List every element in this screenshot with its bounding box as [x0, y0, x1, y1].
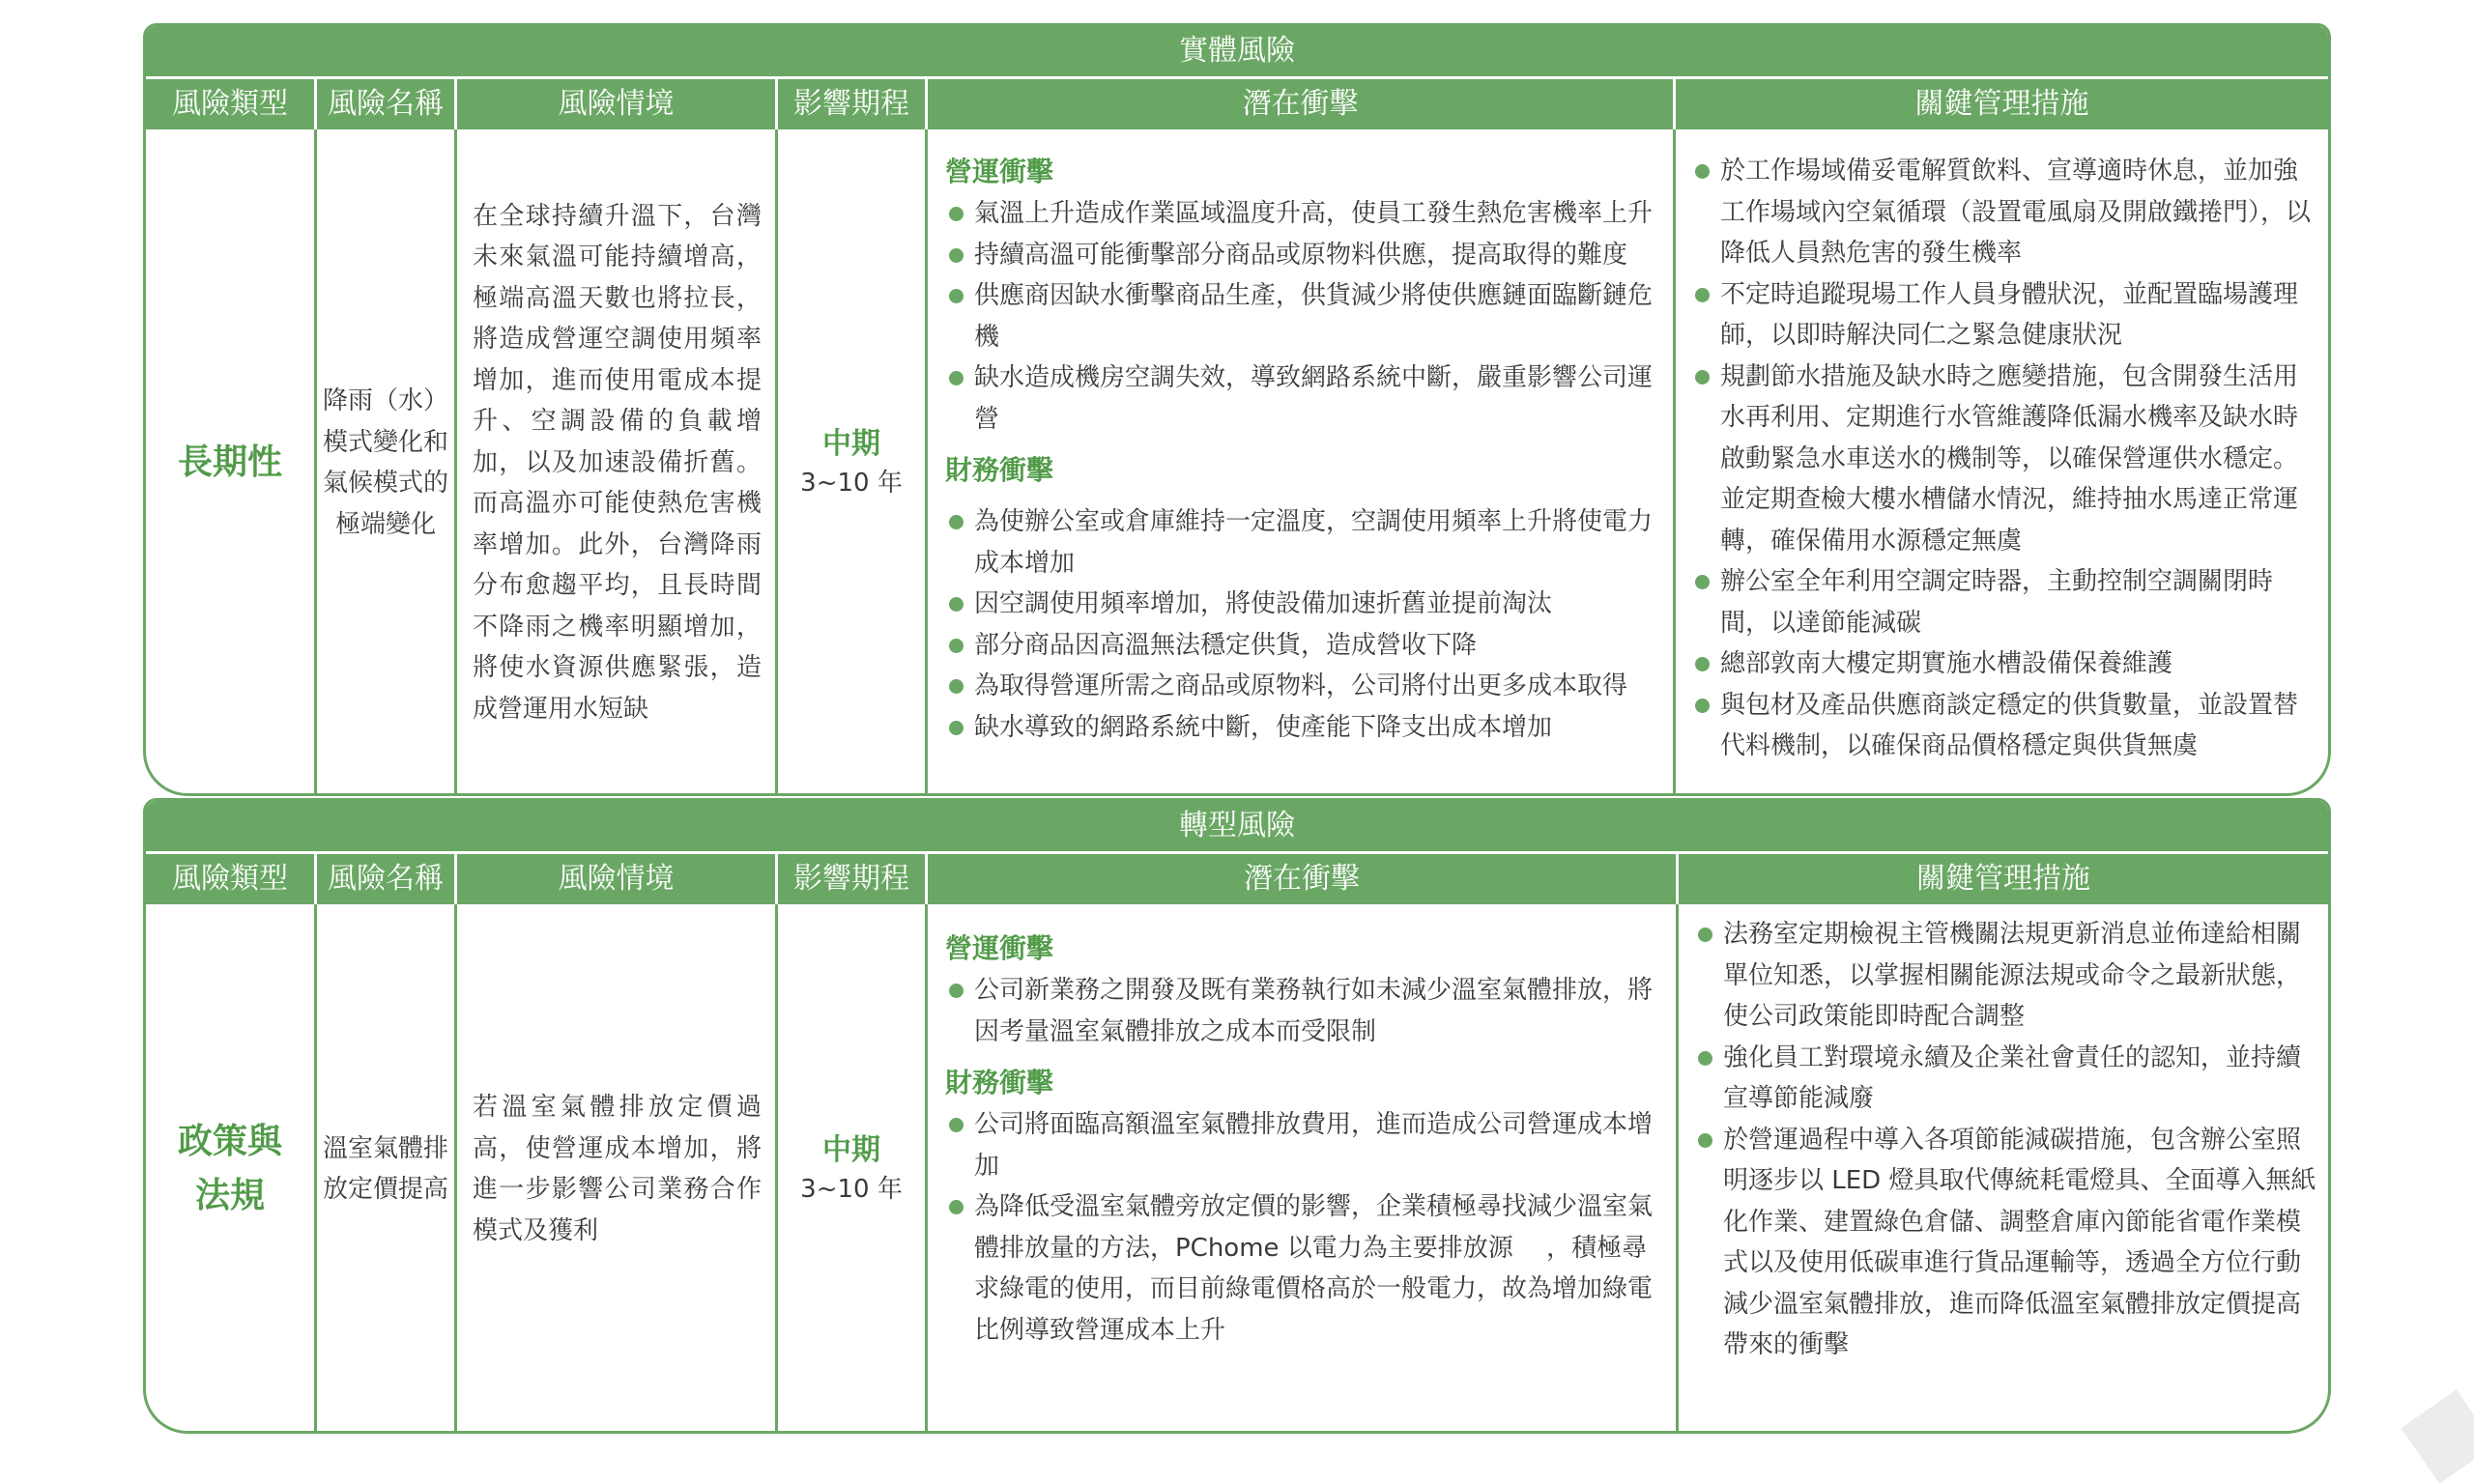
header-impact-period: 影響期程: [778, 854, 928, 904]
header-key-measures: 關鍵管理措施: [1916, 862, 2090, 896]
transition-body-row: [146, 904, 2328, 1434]
transition-risk-scenario: 若溫室氣體排放定價過高，使營運成本增加，將進一步影響公司業務合作模式及獲利: [457, 904, 778, 1434]
list-item: 部分商品因高溫無法穩定供貨，造成營收下降: [945, 625, 1659, 667]
list-item: 不定時追蹤現場工作人員身體狀況，並配置臨場護理師，以即時解決同仁之緊急健康狀況: [1691, 274, 2316, 357]
physical-measures-list: [1691, 151, 2316, 767]
list-item: 為降低受溫室氣體旁放定價的影響，企業積極尋找減少溫室氣體排放量的方法，PChome 以電力為主要排放源 ，積極尋求綠電的使用，而目前綠電價格高於一般電力，故為增加綠電比例導致營運成本上升: [945, 1186, 1662, 1351]
physical-period-range: 3~10 年: [800, 469, 903, 498]
header-risk-name: 風險名稱: [317, 79, 457, 129]
physical-financial-impact-title: 財務衝擊: [945, 454, 1054, 486]
list-item: 公司將面臨高額溫室氣體排放費用，進而造成公司營運成本增加: [945, 1104, 1662, 1186]
physical-period-label: 中期: [822, 427, 880, 461]
transition-key-measures: [1679, 904, 2328, 1434]
list-item: 持續高溫可能衝擊部分商品或原物料供應，提高取得的難度: [945, 235, 1659, 276]
header-key-measures: 關鍵管理措施: [1914, 87, 2089, 121]
transition-risk-type-line2: 法規: [194, 1176, 265, 1215]
header-risk-scenario: 風險情境: [457, 79, 778, 129]
transition-risk-type-line1: 政策與: [177, 1122, 282, 1161]
list-item: 氣溫上升造成作業區域溫度升高，使員工發生熱危害機率上升: [945, 193, 1659, 235]
list-item: 規劃節水措施及缺水時之應變措施，包含開發生活用水再利用、定期進行水管維護降低漏水機率及缺水時啟動緊急水車送水的機制等，以確保營運供水穩定。並定期查檢大樓水槽儲水情況，維持抽水馬達正常運轉，確保備用水源穩定無虞: [1691, 357, 2316, 562]
transition-risk-table: [143, 798, 2331, 1434]
list-item: 因空調使用頻率增加，將使設備加速折舊並提前淘汰: [945, 584, 1659, 625]
physical-key-measures: [1676, 129, 2328, 796]
list-item: 於營運過程中導入各項節能減碳措施，包含辦公室照明逐步以 LED 燈具取代傳統耗電燈具、全面導入無紙化作業、建置綠色倉儲、調整倉庫內節能省電作業模式以及使用低碳車進行貨品運輸等，透過全方位行動減少溫室氣體排放，進而降低溫室氣體排放定價提高帶來的衝擊: [1694, 1120, 2316, 1366]
transition-risk-type: [146, 904, 317, 1434]
transition-impact-period: [778, 904, 928, 1434]
physical-risk-type: 長期性: [146, 129, 317, 796]
list-item: 缺水造成機房空調失效，導致網路系統中斷，嚴重影響公司運營: [945, 357, 1659, 440]
transition-financial-impact-title: 財務衝擊: [945, 1067, 1054, 1099]
physical-risk-name: 降雨（水）模式變化和氣候模式的極端變化: [317, 129, 457, 796]
physical-potential-impact: [928, 129, 1676, 796]
physical-risk-scenario: 在全球持續升溫下，台灣未來氣溫可能持續增高，極端高溫天數也將拉長，將造成營運空調使用頻率增加，進而使用電成本提升、空調設備的負載增加，以及加速設備折舊。而高溫亦可能使熱危害機率增加。此外，台灣降雨分布愈趨平均，且長時間不降雨之機率明顯增加，將使水資源供應緊張，造成營運用水短缺: [457, 129, 778, 796]
physical-impact-period: [778, 129, 928, 796]
transition-financial-impact-list: [945, 1104, 1662, 1351]
list-item: 辦公室全年利用空調定時器，主動控制空調關閉時間，以達節能減碳: [1691, 561, 2316, 643]
list-item: 供應商因缺水衝擊商品生產，供貨減少將使供應鏈面臨斷鏈危機: [945, 275, 1659, 357]
list-item: 公司新業務之開發及既有業務執行如未減少溫室氣體排放，將因考量溫室氣體排放之成本而受限制: [945, 970, 1662, 1052]
physical-risk-table: [143, 23, 2331, 796]
list-item: 強化員工對環境永續及企業社會責任的認知，並持續宣導節能減廢: [1694, 1038, 2316, 1120]
transition-operational-impact-title: 營運衝擊: [945, 932, 1054, 964]
physical-financial-impact-list: [945, 501, 1659, 748]
physical-body-row: [146, 129, 2328, 796]
header-risk-type: 風險類型: [146, 79, 317, 129]
transition-period-range: 3~10 年: [800, 1175, 903, 1204]
header-risk-scenario: 風險情境: [457, 854, 778, 904]
physical-operational-impact-list: [945, 193, 1659, 440]
physical-header-row: [146, 79, 2328, 129]
physical-risk-title: 實體風險: [146, 26, 2328, 79]
transition-risk-name: 溫室氣體排放定價提高: [317, 904, 457, 1434]
list-item: 為取得營運所需之商品或原物料，公司將付出更多成本取得: [945, 666, 1659, 707]
header-risk-type: 風險類型: [146, 854, 317, 904]
header-potential-impact: 潛在衝擊: [928, 854, 1679, 904]
transition-measures-list: [1694, 914, 2316, 1366]
list-item: 總部敦南大樓定期實施水槽設備保養維護: [1691, 643, 2316, 685]
page-corner-decoration: [2401, 1389, 2474, 1483]
list-item: 為使辦公室或倉庫維持一定溫度，空調使用頻率上升將使電力成本增加: [945, 501, 1659, 584]
header-impact-period: 影響期程: [778, 79, 928, 129]
transition-risk-title: 轉型風險: [146, 801, 2328, 854]
transition-operational-impact-list: [945, 970, 1662, 1052]
list-item: 缺水導致的網路系統中斷，使產能下降支出成本增加: [945, 707, 1659, 749]
transition-potential-impact: [928, 904, 1679, 1434]
header-risk-name: 風險名稱: [317, 854, 457, 904]
list-item: 於工作場域備妥電解質飲料、宣導適時休息，並加強工作場域內空氣循環（設置電風扇及開啟鐵捲門），以降低人員熱危害的發生機率: [1691, 151, 2316, 274]
list-item: 與包材及產品供應商談定穩定的供貨數量，並設置替代料機制，以確保商品價格穩定與供貨無虞: [1691, 685, 2316, 767]
header-potential-impact: 潛在衝擊: [928, 79, 1676, 129]
transition-period-label: 中期: [822, 1133, 880, 1167]
list-item: 法務室定期檢視主管機關法規更新消息並佈達給相關單位知悉，以掌握相關能源法規或命令之最新狀態，使公司政策能即時配合調整: [1694, 914, 2316, 1038]
physical-operational-impact-title: 營運衝擊: [945, 156, 1054, 187]
transition-header-row: [146, 854, 2328, 904]
